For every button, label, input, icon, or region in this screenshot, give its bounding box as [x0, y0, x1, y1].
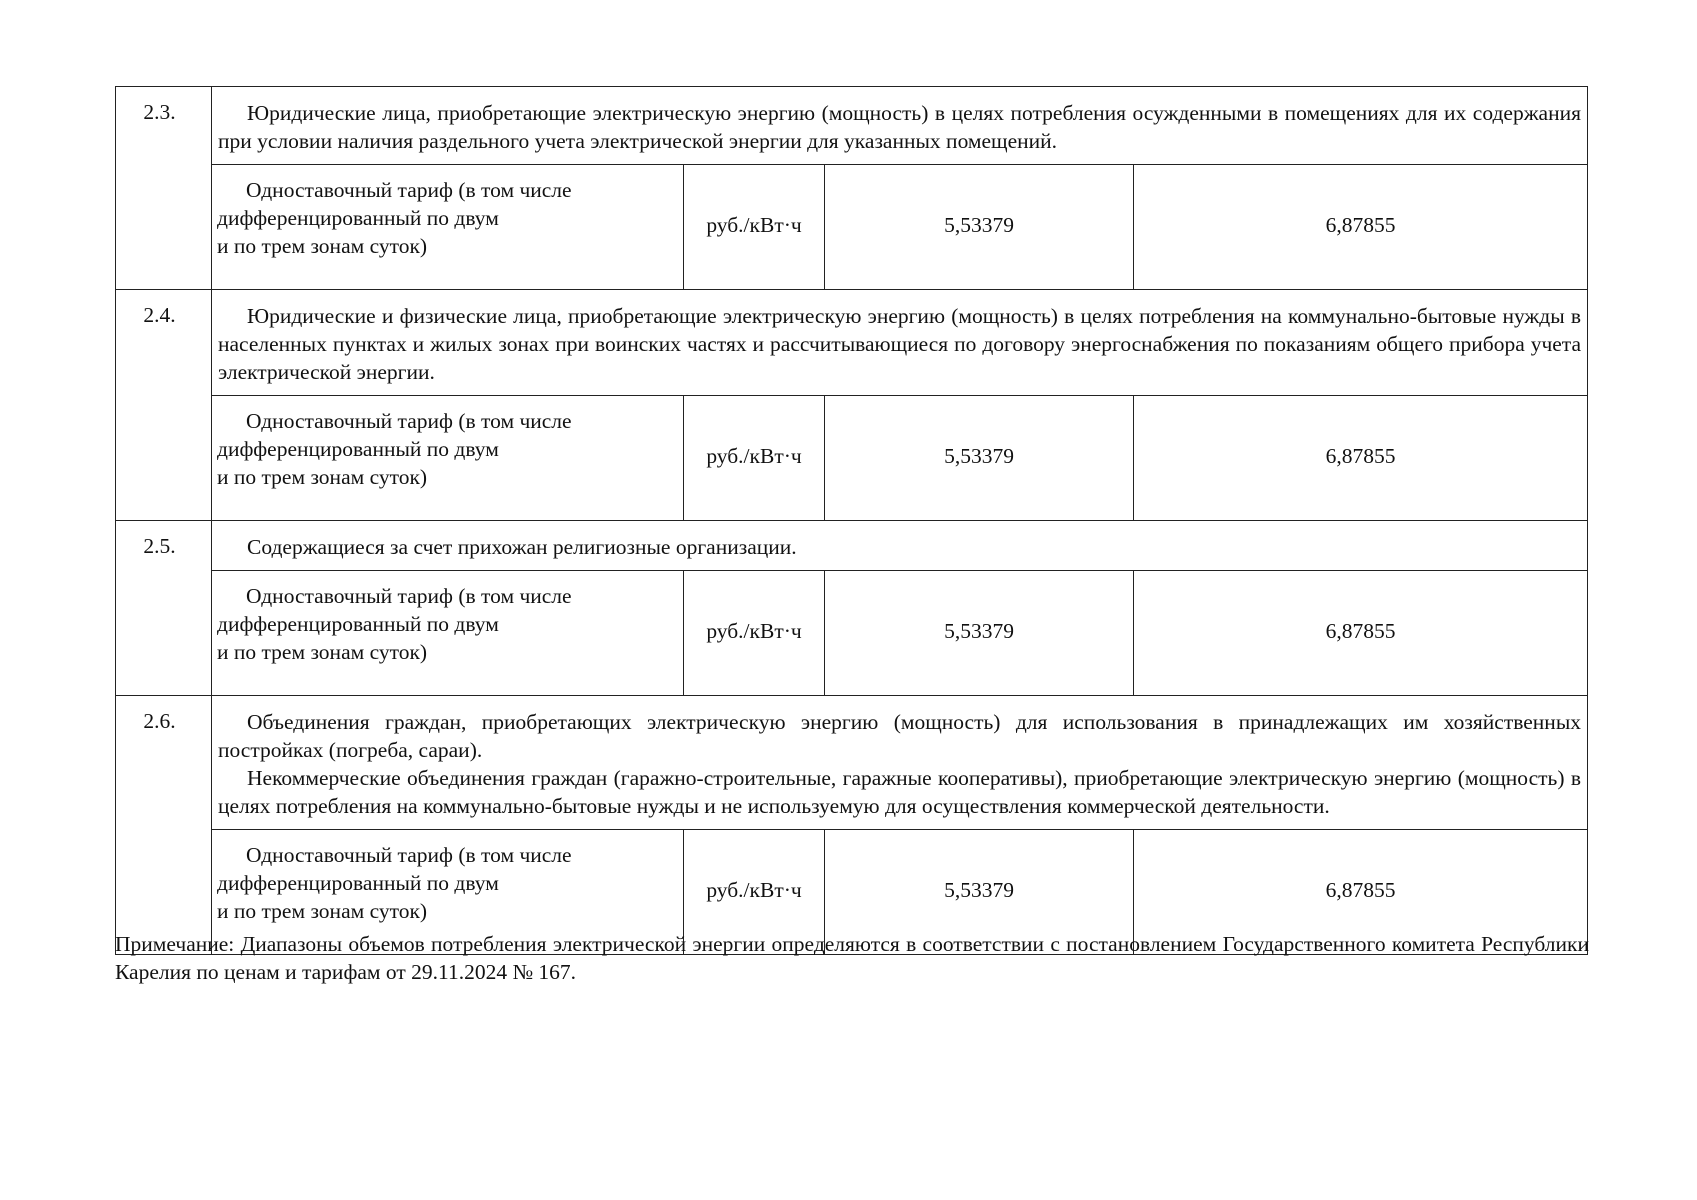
section-paragraph: Содержащиеся за счет прихожан религиозные организации.: [247, 535, 797, 559]
rate-name: [212, 396, 684, 521]
section-title-row: [116, 521, 1588, 571]
section-paragraph: Объединения граждан, приобретающих электрическую энергию (мощность) для использования в принадлежащих им хозяйственных постройках (погреба, сараи).: [218, 710, 1582, 762]
rate-value-2: 6,87855: [1134, 571, 1588, 696]
rate-name-line: Одноставочный тариф (в том числе: [246, 584, 572, 608]
section-description: [212, 290, 1588, 396]
rate-name-line: дифференцированный по двум: [217, 612, 499, 636]
rate-unit: руб./кВт·ч: [684, 396, 825, 521]
section-number: 2.4.: [116, 290, 212, 521]
rate-value-2: 6,87855: [1134, 830, 1588, 955]
section-description: [212, 87, 1588, 165]
rate-name-line: дифференцированный по двум: [217, 437, 499, 461]
rate-value-1: 5,53379: [825, 830, 1134, 955]
rate-name-line: Одноставочный тариф (в том числе: [246, 409, 572, 433]
tariff-table: [115, 86, 1588, 955]
rate-name-line: Одноставочный тариф (в том числе: [246, 843, 572, 867]
rate-name-line: дифференцированный по двум: [217, 206, 499, 230]
section-paragraph: Юридические лица, приобретающие электрическую энергию (мощность) в целях потребления осужденными в помещениях для их содержания при условии наличия раздельного учета электрической энергии для указанных помещений.: [218, 101, 1582, 153]
rate-name-line: и по трем зонам суток): [217, 234, 428, 258]
rate-value-1: 5,53379: [825, 571, 1134, 696]
section-number: 2.6.: [116, 696, 212, 955]
section-title-row: [116, 696, 1588, 830]
rate-value-2: 6,87855: [1134, 165, 1588, 290]
section-title-row: [116, 290, 1588, 396]
section-title-row: [116, 87, 1588, 165]
section-paragraph: Юридические и физические лица, приобретающие электрическую энергию (мощность) в целях потребления на коммунально-бытовые нужды в населенных пунктах и жилых зонах при воинских частях и рассчитывающиеся по договору энергоснабжения по показаниям общего прибора учета электрической энергии.: [218, 304, 1582, 384]
rate-name: [212, 165, 684, 290]
rate-unit: руб./кВт·ч: [684, 571, 825, 696]
rate-row: [116, 165, 1588, 290]
rate-row: [116, 571, 1588, 696]
rate-name-line: Одноставочный тариф (в том числе: [246, 178, 572, 202]
rate-name-line: и по трем зонам суток): [217, 465, 428, 489]
rate-value-2: 6,87855: [1134, 396, 1588, 521]
rate-name-line: дифференцированный по двум: [217, 871, 499, 895]
rate-unit: руб./кВт·ч: [684, 165, 825, 290]
rate-name-line: и по трем зонам суток): [217, 899, 428, 923]
section-description: [212, 696, 1588, 830]
rate-unit: руб./кВт·ч: [684, 830, 825, 955]
section-description: [212, 521, 1588, 571]
section-number: 2.3.: [116, 87, 212, 290]
rate-row: [116, 396, 1588, 521]
rate-name: [212, 571, 684, 696]
footnote: Примечание: Диапазоны объемов потребления электрической энергии определяются в соответствии с постановлением Государственного комитета Республики Карелия по ценам и тарифам от 29.11.2024 № 167.: [115, 932, 1589, 984]
rate-value-1: 5,53379: [825, 396, 1134, 521]
section-number: 2.5.: [116, 521, 212, 696]
document-page: [115, 86, 1587, 955]
section-paragraph: Некоммерческие объединения граждан (гаражно-строительные, гаражные кооперативы), приобретающие электрическую энергию (мощность) в целях потребления на коммунально-бытовые нужды и не используемую для осуществления коммерческой деятельности.: [218, 766, 1582, 818]
rate-value-1: 5,53379: [825, 165, 1134, 290]
rate-name-line: и по трем зонам суток): [217, 640, 428, 664]
